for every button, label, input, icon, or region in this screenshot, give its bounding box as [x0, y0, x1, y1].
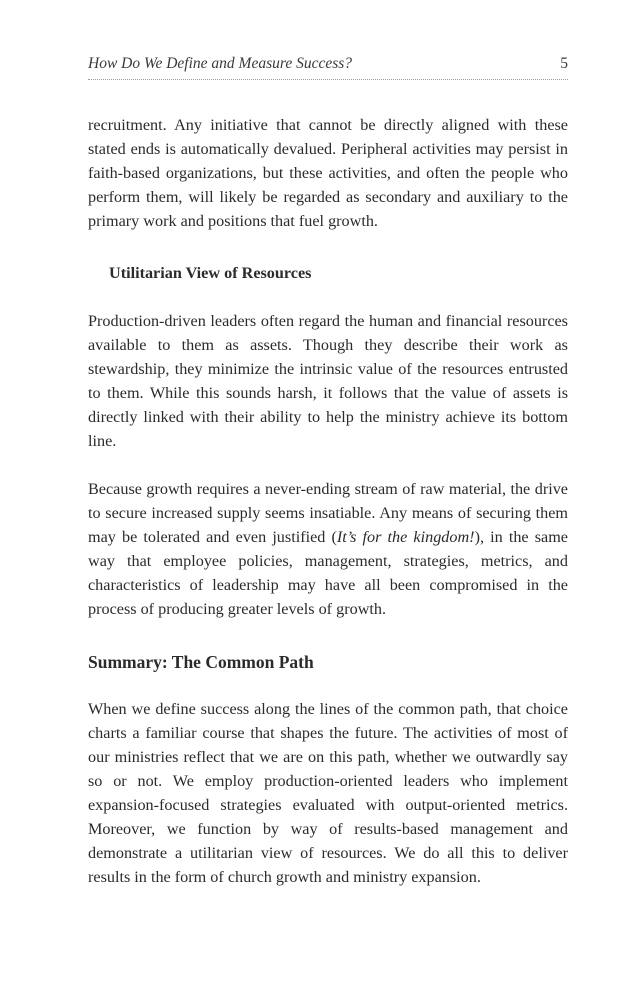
growth-text-before: Because growth requires a never-ending stream of raw material, the drive to secure increased supply seems insatiable. Any means of securing them may be tolerated and even justified ( [88, 480, 568, 546]
running-header [88, 55, 568, 80]
body-paragraph-continuation: recruitment. Any initiative that cannot be directly aligned with these stated ends is automatically devalued. Peripheral activities may persist in faith-based organizations, but these activities, and often the people who perform them, will likely be regarded as secondary and auxiliary to the primary work and positions that fuel growth. [88, 116, 568, 230]
body-paragraph-summary: When we define success along the lines of the common path, that choice charts a familiar course that shapes the future. The activities of most of our ministries reflect that we are on this path, whether we outwardly say so or not. We employ production-oriented leaders who implement expansion-focused strategies evaluated with output-oriented metrics. Moreover, we function by way of results-based management and demonstrate a utilitarian view of resources. We do all this to deliver results in the form of church growth and ministry expansion. [88, 700, 568, 886]
body-paragraph-resources: Production-driven leaders often regard the human and financial resources available to them as assets. Though they describe their work as stewardship, they minimize the intrinsic value of the resources entrusted to them. While this sounds harsh, it follows that the value of assets is directly linked with their ability to help the ministry achieve its bottom line. [88, 312, 568, 450]
page-number: 5 [560, 55, 568, 72]
section-heading-summary: Summary: The Common Path [88, 652, 314, 672]
running-header-title: How Do We Define and Measure Success? [88, 55, 353, 72]
body-paragraph-growth [88, 477, 568, 621]
growth-emphasis: It’s for the kingdom! [336, 528, 475, 546]
page-body [88, 113, 568, 889]
subheading-utilitarian-view: Utilitarian View of Resources [109, 264, 312, 282]
growth-text-after: ), in the same way that employee policies, management, strategies, metrics, and characteristics of leadership may have all been compromised in the process of producing greater levels of growth. [88, 528, 568, 618]
